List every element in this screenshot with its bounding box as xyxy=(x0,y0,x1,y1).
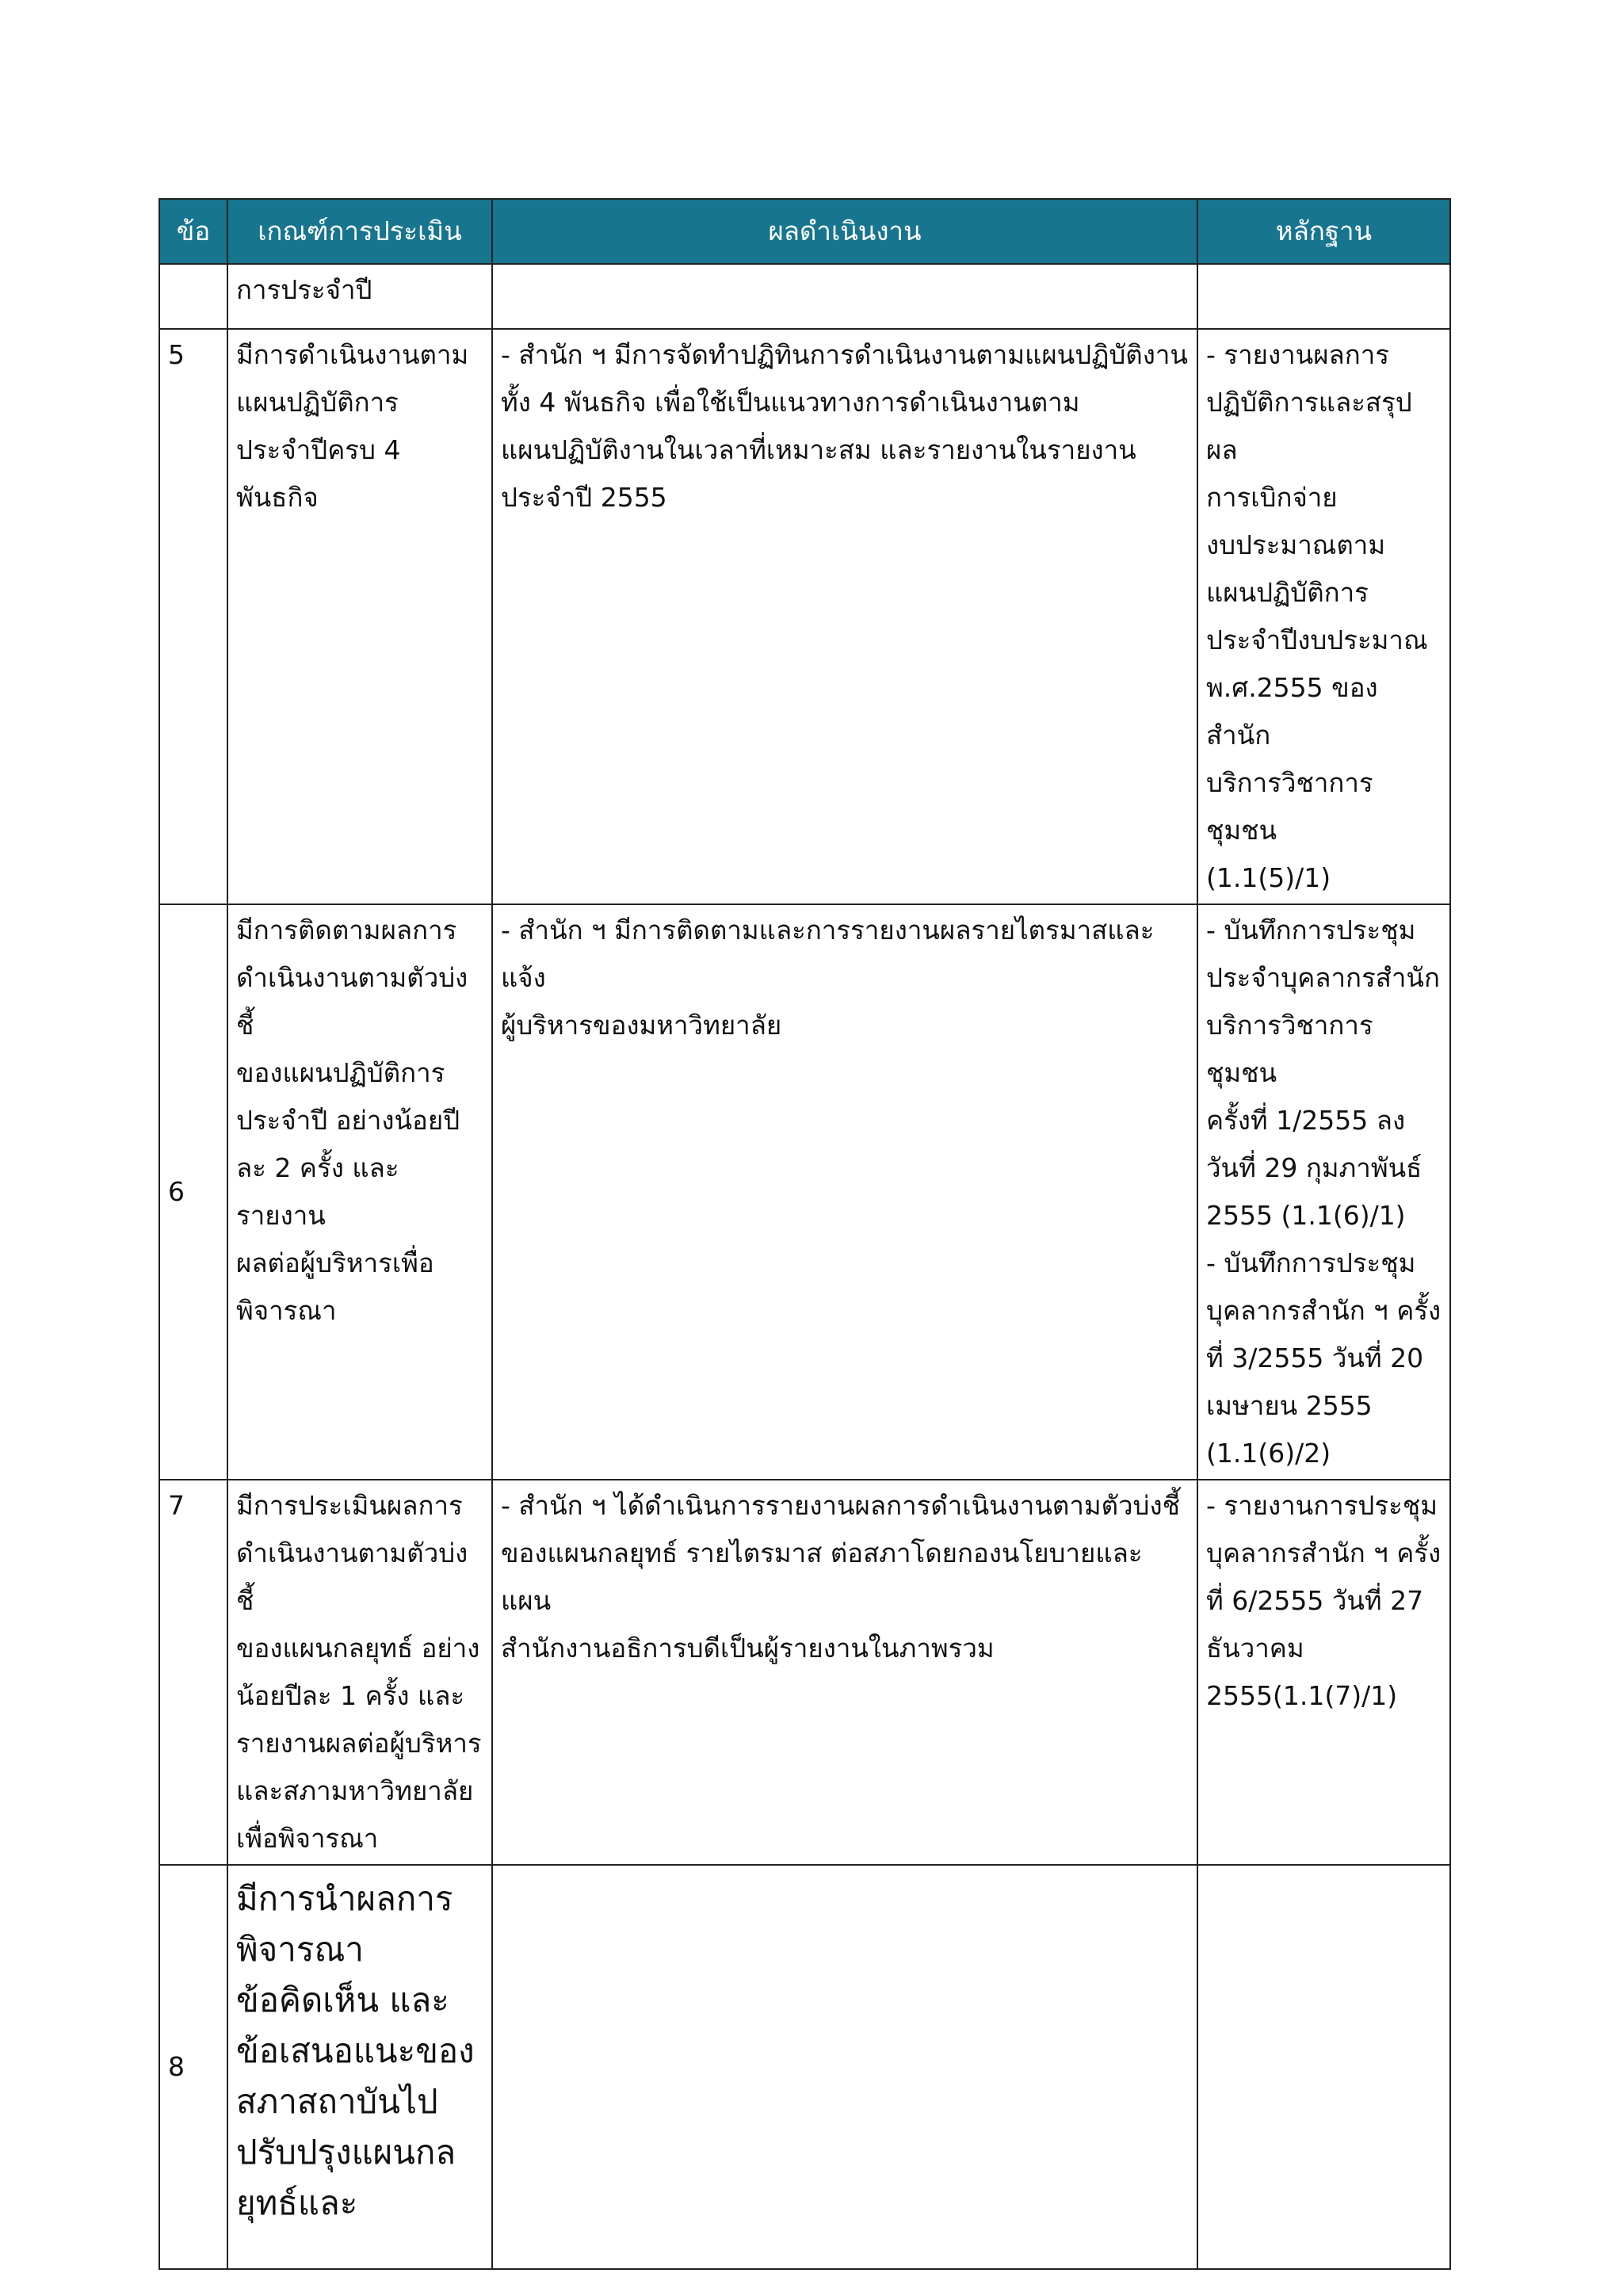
header-row xyxy=(159,199,1450,264)
result-cell: - สำนัก ฯ มีการติดตามและการรายงานผลรายไตรมาสและแจ้ง ผู้บริหารของมหาวิทยาลัย xyxy=(492,904,1197,1480)
row-number: 6 xyxy=(159,904,227,1480)
evidence-cell: - บันทึกการประชุม ประจำบุคลากรสำนัก บริการวิชาการชุมชน ครั้งที่ 1/2555 ลง วันที่ 29 กุมภาพันธ์ 2555 (1.1(6)/1) - บันทึกการประชุม บุคลากรสำนัก ฯ ครั้ง ที่ 3/2555 วันที่ 20 เมษายน 2555 (1.1(6)/2) xyxy=(1197,904,1450,1480)
header-number: ข้อ xyxy=(159,199,227,264)
header-result: ผลดำเนินงาน xyxy=(492,199,1197,264)
criteria-cell: มีการนำผลการ พิจารณา ข้อคิดเห็น และ ข้อเสนอแนะของ สภาสถาบันไป ปรับปรุงแผนกล ยุทธ์และ xyxy=(227,1865,492,2269)
evidence-cell: - รายงานผลการ ปฏิบัติการและสรุปผล การเบิกจ่าย งบประมาณตาม แผนปฏิบัติการ ประจำปีงบประมาณ พ.ศ.2555 ของสำนัก บริการวิชาการชุมชน (1.1(5)/1) xyxy=(1197,329,1450,904)
row-number: 5 xyxy=(159,329,227,904)
row-number xyxy=(159,264,227,329)
result-cell: - สำนัก ฯ ได้ดำเนินการรายงานผลการดำเนินงานตามตัวบ่งชี้ ของแผนกลยุทธ์ รายไตรมาส ต่อสภาโดยกองนโยบายและแผน สำนักงานอธิการบดีเป็นผู้รายงานในภาพรวม xyxy=(492,1480,1197,1865)
table-row xyxy=(159,329,1450,904)
criteria-cell: มีการติดตามผลการ ดำเนินงานตามตัวบ่งชี้ ของแผนปฏิบัติการ ประจำปี อย่างน้อยปี ละ 2 ครั้ง และรายงาน ผลต่อผู้บริหารเพื่อ พิจารณา xyxy=(227,904,492,1480)
table-row xyxy=(159,1865,1450,2269)
criteria-cell: มีการประเมินผลการ ดำเนินงานตามตัวบ่งชี้ ของแผนกลยุทธ์ อย่าง น้อยปีละ 1 ครั้ง และ รายงานผลต่อผู้บริหาร และสภามหาวิทยาลัย เพื่อพิจารณา xyxy=(227,1480,492,1865)
row-number: 7 xyxy=(159,1480,227,1865)
evidence-cell xyxy=(1197,1865,1450,2269)
result-cell xyxy=(492,264,1197,329)
table-row xyxy=(159,904,1450,1480)
row-number: 8 xyxy=(159,1865,227,2269)
table-row xyxy=(159,264,1450,329)
header-criteria: เกณฑ์การประเมิน xyxy=(227,199,492,264)
evaluation-table xyxy=(158,198,1451,2270)
evidence-cell: - รายงานการประชุม บุคลากรสำนัก ฯ ครั้ง ที่ 6/2555 วันที่ 27 ธันวาคม 2555(1.1(7)/1) xyxy=(1197,1480,1450,1865)
result-cell: - สำนัก ฯ มีการจัดทำปฏิทินการดำเนินงานตามแผนปฏิบัติงาน ทั้ง 4 พันธกิจ เพื่อใช้เป็นแนวทางการดำเนินงานตาม แผนปฏิบัติงานในเวลาที่เหมาะสม และรายงานในรายงาน ประจำปี 2555 xyxy=(492,329,1197,904)
criteria-cell: มีการดำเนินงานตาม แผนปฏิบัติการ ประจำปีครบ 4 พันธกิจ xyxy=(227,329,492,904)
evidence-cell xyxy=(1197,264,1450,329)
header-evidence: หลักฐาน xyxy=(1197,199,1450,264)
table-row xyxy=(159,1480,1450,1865)
result-cell xyxy=(492,1865,1197,2269)
criteria-cell: การประจำปี xyxy=(227,264,492,329)
